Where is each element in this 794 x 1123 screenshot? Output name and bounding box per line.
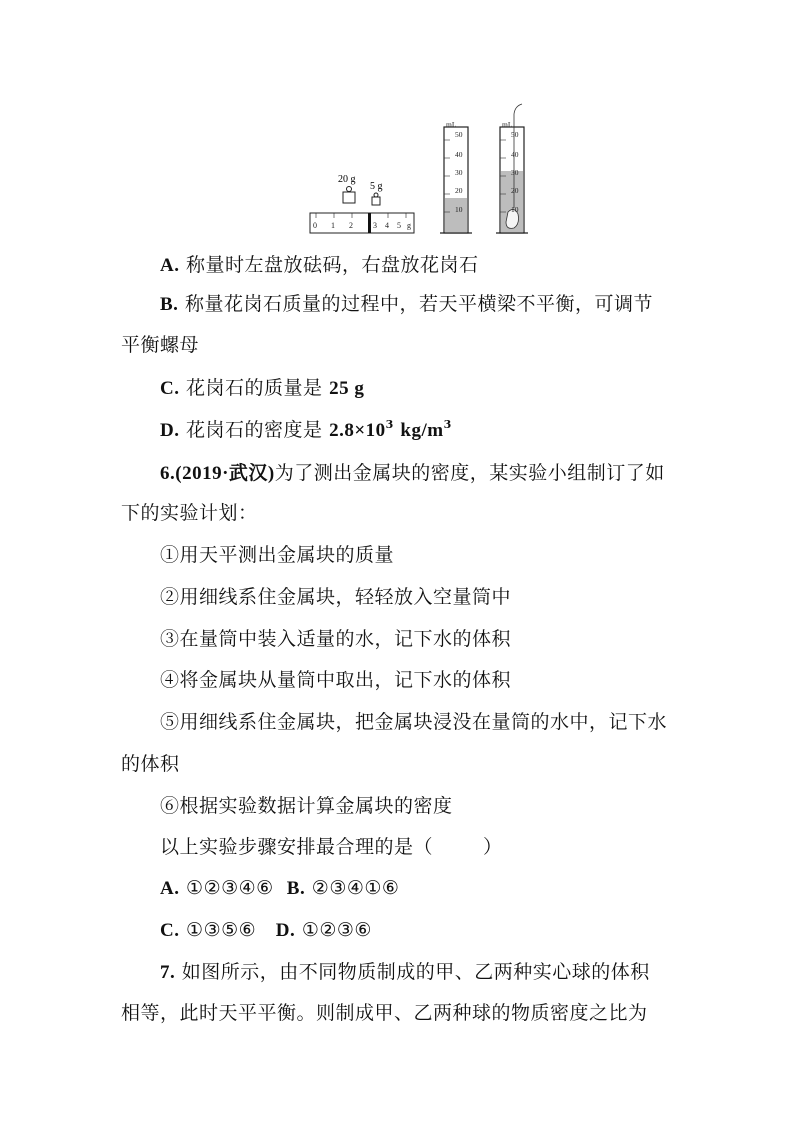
answer-bracket-open: （ (413, 836, 434, 858)
q5-option-c (160, 376, 364, 401)
cylinder-unit: mL (502, 120, 513, 129)
q6-step (160, 627, 511, 651)
q6-question (160, 835, 503, 859)
cylinder-water (440, 120, 472, 233)
q5-option-d (160, 418, 452, 445)
question-text: 为了测出金属块的密度，某实验小组制订了如 (274, 462, 665, 484)
cylinder-tick: 20 (455, 186, 463, 195)
option-label: D. (275, 920, 296, 941)
q5-option-a (160, 253, 479, 278)
option-unit: kg/m (400, 420, 444, 441)
q6-step (160, 585, 511, 609)
weight-5g-label: 5 g (370, 181, 383, 192)
option-text: 称量花岗石质量的过程中，若天平横梁不平衡，可调节 (184, 293, 653, 315)
weight-5g (372, 193, 380, 205)
q6-step (160, 794, 453, 818)
ruler-tick: 1 (331, 221, 335, 230)
exponent: 3 (385, 418, 394, 431)
cylinder-tick: 40 (511, 150, 519, 159)
option-text: ①②③⑥ (301, 919, 372, 941)
cylinder-tick: 10 (511, 205, 519, 214)
cylinder-tick: 40 (455, 150, 463, 159)
ruler-tick: 5 (397, 221, 401, 230)
step-text: ①用天平测出金属块的质量 (160, 544, 395, 566)
weight-20g-label: 20 g (338, 174, 356, 185)
question-text: 以上实验步骤安排最合理的是 (160, 836, 414, 858)
step-text: ④将金属块从量筒中取出，记下水的体积 (160, 669, 512, 691)
q6-options-ab (160, 876, 399, 901)
question-text: 下的实验计划： (121, 502, 258, 524)
q6-step (121, 752, 180, 776)
cylinder-tick: 10 (455, 205, 463, 214)
option-text: 称量时左盘放砝码，右盘放花岗石 (186, 254, 479, 276)
step-text: ⑤用细线系住金属块，把金属块浸没在量筒的水中，记下水 (160, 711, 668, 733)
cylinder-tick: 50 (455, 130, 463, 139)
experiment-figure (300, 100, 530, 240)
option-label: D. (160, 420, 180, 441)
exponent: 3 (443, 418, 452, 431)
option-label: C. (160, 920, 180, 941)
cylinder-tick: 20 (511, 186, 519, 195)
q5-option-b (160, 292, 653, 317)
step-text: 的体积 (121, 753, 180, 775)
question-source: (2019·武汉) (175, 463, 275, 484)
option-value: 2.8×10 (329, 420, 386, 441)
q7-stem (160, 960, 650, 985)
ruler-rider (368, 213, 371, 233)
q6-step (160, 668, 511, 692)
option-text: ①②③④⑥ (186, 877, 274, 899)
q7-stem-cont (121, 1001, 648, 1025)
answer-bracket-close: ） (483, 836, 503, 858)
option-text: 花岗石的密度是 (186, 419, 323, 441)
option-label: A. (160, 255, 180, 276)
option-label: B. (286, 878, 306, 899)
question-number: 7. (160, 962, 176, 983)
option-text: 花岗石的质量是 (186, 377, 323, 399)
q6-stem-cont (121, 501, 258, 525)
option-value: 25 g (329, 378, 365, 399)
step-text: ⑥根据实验数据计算金属块的密度 (160, 795, 453, 817)
question-number: 6. (160, 463, 176, 484)
step-text: ③在量筒中装入适量的水，记下水的体积 (160, 628, 512, 650)
option-label: C. (160, 378, 180, 399)
q6-step (160, 543, 394, 567)
cylinder-unit: mL (446, 120, 457, 129)
cylinder-tick: 30 (455, 168, 463, 177)
q6-options-cd (160, 918, 372, 943)
q6-stem (160, 461, 665, 486)
weight-20g (343, 187, 355, 204)
option-text: ②③④①⑥ (311, 877, 400, 899)
ruler-tick: 0 (313, 221, 317, 230)
option-label: A. (160, 878, 180, 899)
ruler-tick: 3 (373, 221, 377, 230)
ruler-tick: 4 (385, 221, 389, 230)
cylinder-tick: 30 (511, 168, 519, 177)
cylinder-tick: 50 (511, 130, 519, 139)
ruler-tick: g (407, 221, 411, 230)
ruler-tick: 2 (349, 221, 353, 230)
q5-option-b-cont (121, 333, 199, 357)
step-text: ②用细线系住金属块，轻轻放入空量筒中 (160, 586, 512, 608)
q6-step (160, 710, 667, 734)
option-label: B. (160, 294, 179, 315)
option-text: ①③⑤⑥ (186, 919, 257, 941)
question-text: 如图所示，由不同物质制成的甲、乙两种实心球的体积 (181, 961, 650, 983)
option-text: 平衡螺母 (121, 334, 200, 356)
cylinder-with-stone (496, 104, 528, 233)
question-text: 相等，此时天平平衡。则制成甲、乙两种球的物质密度之比为 (121, 1002, 648, 1024)
balance-ruler (310, 213, 414, 233)
